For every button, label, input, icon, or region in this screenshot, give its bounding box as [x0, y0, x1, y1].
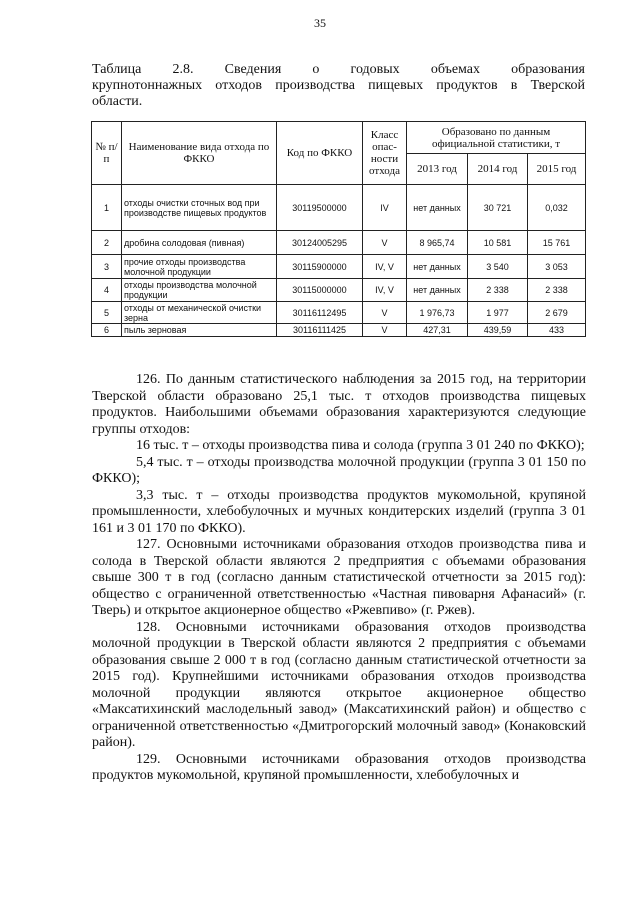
header-2015: 2015 год	[528, 154, 586, 185]
cell-2015: 2 679	[528, 302, 586, 324]
paragraph-128: 128. Основными источниками образования отходов производства молочной продукции в Тверской области являются 2 предприятия с объемами образования свыше 2 000 т в год (согласно данным статистической отчетности за 2015 год). Крупнейшими источниками образования отходов производства молочной продукции являются открытое акционерное общество «Максатихинский маслодельный завод» (Максатихинский район) и общество с ограниченной ответственностью «Дмитрогорский молочный завод» (Конаковский район).	[92, 619, 586, 750]
paragraph-item-dairy: 5,4 тыс. т – отходы производства молочной продукции (группа 3 01 150 по ФККО);	[92, 454, 586, 486]
page-number: 35	[314, 16, 326, 30]
table-row	[92, 185, 586, 231]
cell-2013: 1 976,73	[407, 302, 468, 324]
cell-2013: 8 965,74	[407, 231, 468, 255]
cell-name: прочие отходы производства молочной продукции	[122, 255, 277, 279]
cell-num: 4	[92, 279, 122, 302]
cell-2014: 3 540	[468, 255, 528, 279]
body-text	[92, 372, 586, 785]
cell-name: отходы производства молочной продукции	[122, 279, 277, 302]
cell-2015: 3 053	[528, 255, 586, 279]
cell-2014: 1 977	[468, 302, 528, 324]
paragraph-item-beer: 16 тыс. т – отходы производства пива и солода (группа 3 01 240 по ФККО);	[136, 438, 585, 453]
cell-num: 2	[92, 231, 122, 255]
header-code: Код по ФККО	[277, 122, 363, 185]
table-row	[92, 324, 586, 337]
cell-2014: 10 581	[468, 231, 528, 255]
cell-class: IV	[363, 185, 407, 231]
cell-code: 30124005295	[277, 231, 363, 255]
waste-table	[91, 121, 586, 337]
cell-2013: 427,31	[407, 324, 468, 337]
cell-2014: 2 338	[468, 279, 528, 302]
cell-2013: нет данных	[407, 279, 468, 302]
table-row	[92, 279, 586, 302]
paragraph-item-flour: 3,3 тыс. т – отходы производства продуктов мукомольной, крупяной промышленности, хлебобулочных и мучных кондитерских изделий (группа 3 01 161 и 3 01 170 по ФККО).	[92, 487, 586, 536]
cell-name: пыль зерновая	[122, 324, 277, 337]
cell-code: 30116111425	[277, 324, 363, 337]
cell-name: отходы от механической очистки зерна	[122, 302, 277, 324]
table-row	[92, 255, 586, 279]
cell-2014: 30 721	[468, 185, 528, 231]
cell-class: IV, V	[363, 279, 407, 302]
table-caption	[92, 62, 585, 110]
cell-code: 30115900000	[277, 255, 363, 279]
caption-line-1: Таблица 2.8. Сведения о годовых объемах образования	[92, 62, 585, 77]
cell-2015: 2 338	[528, 279, 586, 302]
cell-name: отходы очистки сточных вод при производстве пищевых продуктов	[122, 185, 277, 231]
cell-num: 1	[92, 185, 122, 231]
cell-2015: 433	[528, 324, 586, 337]
cell-class: V	[363, 324, 407, 337]
cell-num: 5	[92, 302, 122, 324]
cell-code: 30115000000	[277, 279, 363, 302]
cell-num: 3	[92, 255, 122, 279]
header-name: Наименование вида отхода по ФККО	[122, 122, 277, 185]
paragraph-129: 129. Основными источниками образования отходов производства продуктов мукомольной, крупяной промышленности, хлебобулочных и	[92, 751, 586, 783]
caption-line-2: крупнотоннажных отходов производства пищевых продуктов в Тверской	[92, 78, 585, 93]
cell-class: V	[363, 231, 407, 255]
cell-code: 30116112495	[277, 302, 363, 324]
caption-line-3: области.	[92, 94, 143, 109]
cell-class: V	[363, 302, 407, 324]
header-2013: 2013 год	[407, 154, 468, 185]
cell-2015: 0,032	[528, 185, 586, 231]
header-num: № п/п	[92, 122, 122, 185]
cell-class: IV, V	[363, 255, 407, 279]
cell-code: 30119500000	[277, 185, 363, 231]
header-2014: 2014 год	[468, 154, 528, 185]
cell-num: 6	[92, 324, 122, 337]
paragraph-127: 127. Основными источниками образования отходов производства пива и солода в Тверской области являются 2 предприятия с объемами образования свыше 300 т в год (согласно данным статистической отчетности за 2015 год): общество с ограниченной ответственностью «Частная пивоварня Афанасий» (г. Тверь) и открытое акционерное общество «Ржевпиво» (г. Ржев).	[92, 537, 586, 618]
table-row	[92, 302, 586, 324]
header-formed: Образовано по данным официальной статистики, т	[407, 122, 586, 154]
table-row	[92, 231, 586, 255]
cell-2015: 15 761	[528, 231, 586, 255]
paragraph-126: 126. По данным статистического наблюдения за 2015 год, на территории Тверской области образовано 25,1 тыс. т отходов производства пищевых продуктов. Наибольшими объемами образования характеризуются следующие группы отходов:	[92, 372, 586, 437]
cell-2013: нет данных	[407, 185, 468, 231]
cell-name: дробина солодовая (пивная)	[122, 231, 277, 255]
cell-2013: нет данных	[407, 255, 468, 279]
header-class: Класс опас-ности отхода	[363, 122, 407, 185]
cell-2014: 439,59	[468, 324, 528, 337]
